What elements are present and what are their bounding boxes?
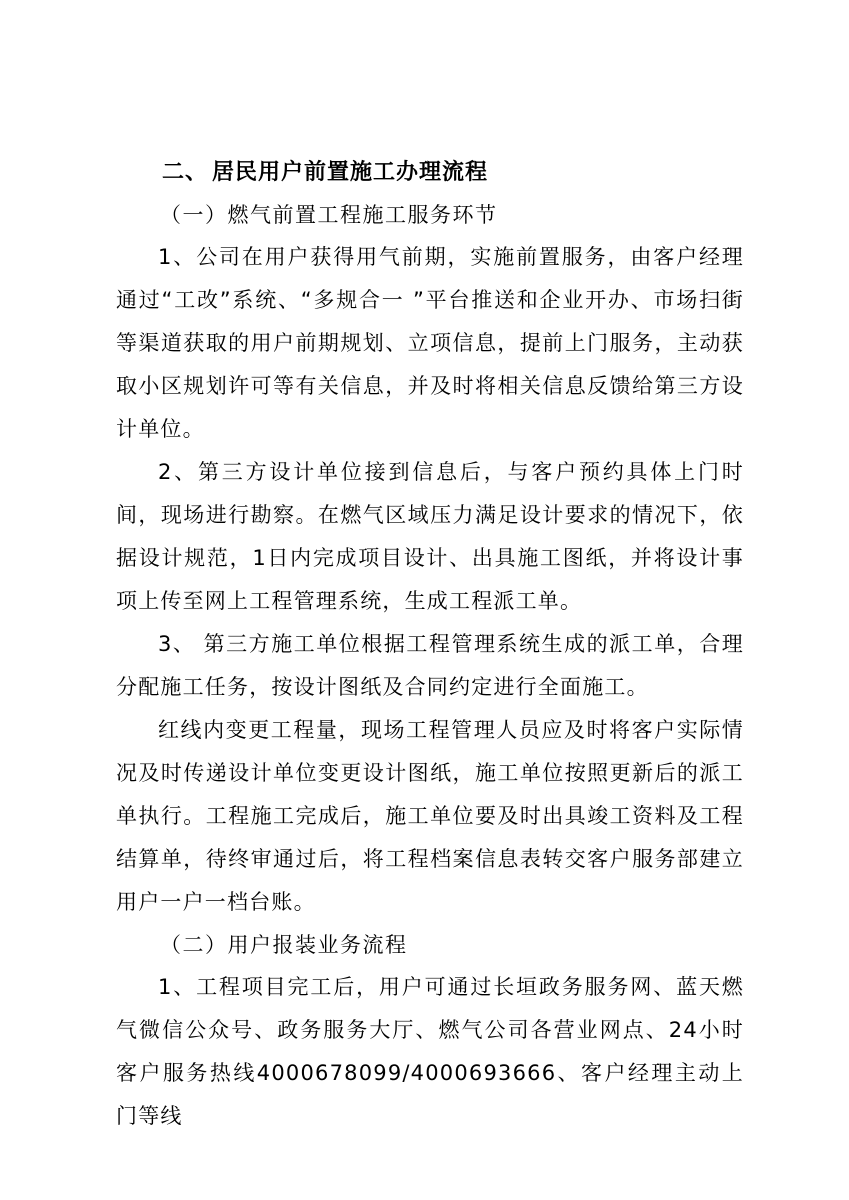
paragraph: 3、 第三方施工单位根据工程管理系统生成的派工单，合理分配施工任务，按设计图纸及合同约定进行全面施工。 xyxy=(116,632,744,699)
section-title: 居民用户前置施工办理流程 xyxy=(212,160,489,185)
document-page xyxy=(116,152,744,1138)
section-heading xyxy=(116,152,744,194)
subsection-heading: （二）用户报装业务流程 xyxy=(160,933,408,957)
subsection-heading: （一）燃气前置工程施工服务环节 xyxy=(160,203,498,227)
paragraph: 1、工程项目完工后，用户可通过长垣政务服务网、蓝天燃气微信公众号、政务服务大厅、燃气公司各营业网点、24小时客户服务热线4000678099/4000693666、客户经理主动上门等线 xyxy=(116,975,744,1128)
paragraph: 2、第三方设计单位接到信息后，与客户预约具体上门时间，现场进行勘察。在燃气区域压力满足设计要求的情况下，依据设计规范，1日内完成项目设计、出具施工图纸，并将设计事项上传至网上工程管理系统，生成工程派工单。 xyxy=(116,460,744,613)
paragraph: 1、公司在用户获得用气前期，实施前置服务，由客户经理通过“工改”系统、“多规合一 ”平台推送和企业开办、市场扫街等渠道获取的用户前期规划、立项信息，提前上门服务，主动获取小区规划许可等有关信息，并及时将相关信息反馈给第三方设计单位。 xyxy=(116,245,744,441)
paragraph: 红线内变更工程量，现场工程管理人员应及时将客户实际情况及时传递设计单位变更设计图纸，施工单位按照更新后的派工单执行。工程施工完成后，施工单位要及时出具竣工资料及工程结算单，待终审通过后，将工程档案信息表转交客户服务部建立用户一户一档台账。 xyxy=(116,718,744,914)
section-number: 二、 xyxy=(162,160,209,185)
